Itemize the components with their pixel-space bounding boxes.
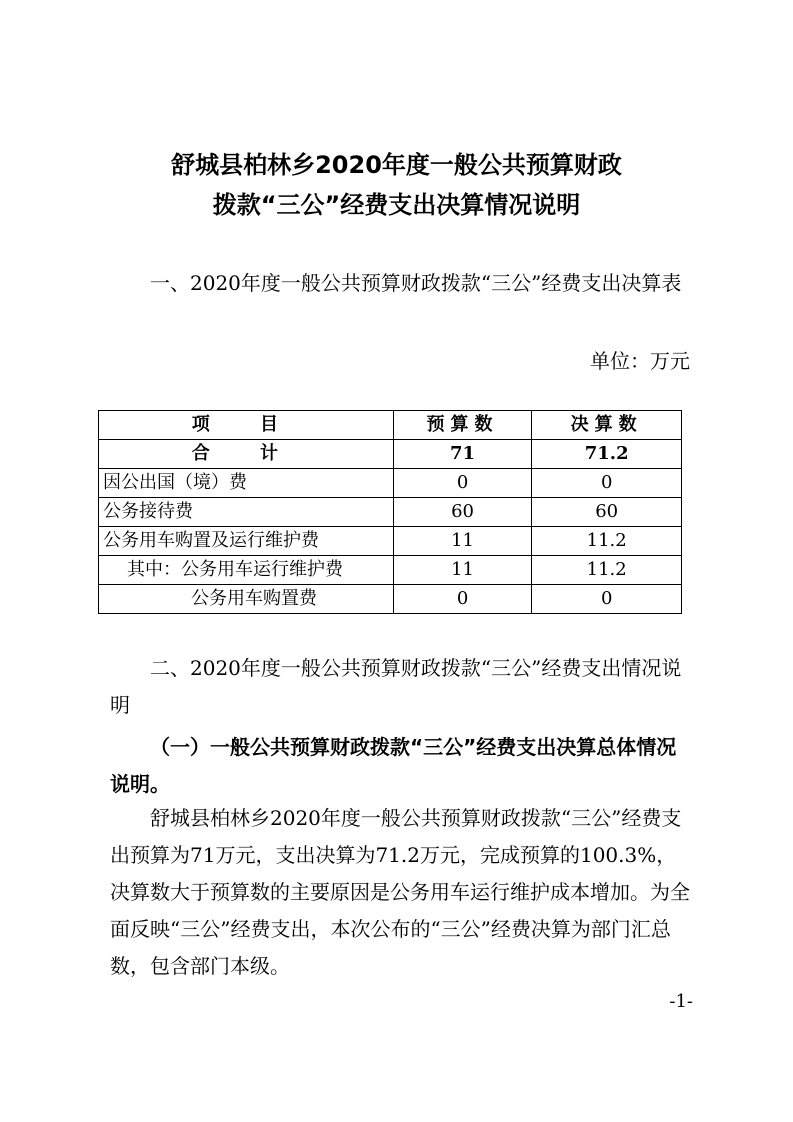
row-item: 公务用车购置及运行维护费: [99, 527, 394, 556]
row-final: 0: [532, 585, 682, 614]
table-row: [99, 556, 682, 585]
row-final: 60: [532, 498, 682, 527]
document-title-line-1: 舒城县柏林乡2020年度一般公共预算财政: [171, 151, 622, 179]
section-1-heading: 一、2020年度一般公共预算财政拨款“三公”经费支出决算表: [150, 271, 682, 295]
table-header-row: [99, 411, 682, 440]
header-budget: 预算数: [393, 411, 532, 440]
row-final: 11.2: [532, 556, 682, 585]
header-final: 决算数: [532, 411, 682, 440]
document-title-line-2: 拨款“三公”经费支出决算情况说明: [212, 191, 581, 219]
row-budget: 0: [393, 469, 532, 498]
page-number: -1-: [669, 991, 693, 1012]
row-budget: 0: [393, 585, 532, 614]
row-item: 合 计: [99, 440, 394, 469]
unit-label: 单位：万元: [590, 349, 690, 373]
header-item: 项 目: [99, 411, 394, 440]
section-2-subheading: （一）一般公共预算财政拨款“三公”经费支出决算总体情况说明。: [110, 735, 677, 796]
three-public-expenses-table: [98, 410, 682, 614]
row-budget: 71: [393, 440, 532, 469]
row-final: 71.2: [532, 440, 682, 469]
row-item: 因公出国（境）费: [99, 469, 394, 498]
row-budget: 11: [393, 527, 532, 556]
table-row-total: [99, 440, 682, 469]
table-row: [99, 527, 682, 556]
section-2-heading: 二、2020年度一般公共预算财政拨款“三公”经费支出情况说明: [110, 656, 682, 717]
table-row: [99, 585, 682, 614]
row-item: 公务用车购置费: [99, 585, 394, 614]
row-budget: 60: [393, 498, 532, 527]
row-item: 公务接待费: [99, 498, 394, 527]
section-2-body: 舒城县柏林乡2020年度一般公共预算财政拨款“三公”经费支出预算为71万元，支出决算为71.2万元，完成预算的100.3%，决算数大于预算数的主要原因是公务用车运行维护成本增加。为全面反映“三公”经费支出，本次公布的“三公”经费决算为部门汇总数，包含部门本级。: [110, 806, 690, 978]
table-row: [99, 498, 682, 527]
row-item: 其中：公务用车运行维护费: [99, 556, 394, 585]
row-final: 0: [532, 469, 682, 498]
table-row: [99, 469, 682, 498]
row-final: 11.2: [532, 527, 682, 556]
row-budget: 11: [393, 556, 532, 585]
